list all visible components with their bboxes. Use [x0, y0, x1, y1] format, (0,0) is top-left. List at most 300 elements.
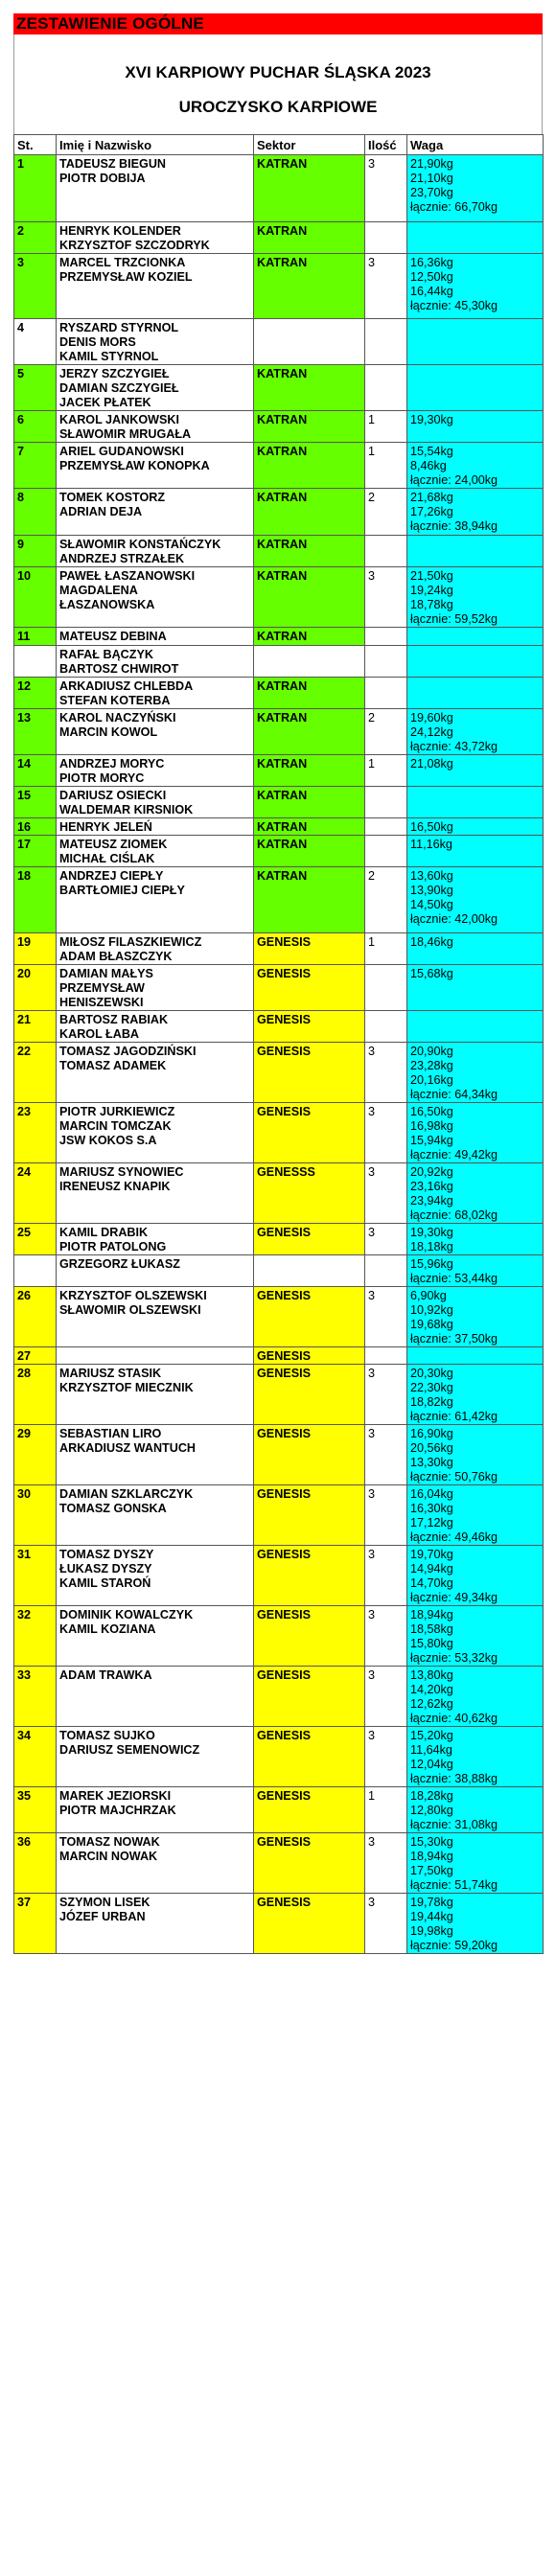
table-row	[14, 787, 544, 818]
fish-weight: 19,30kg	[410, 413, 453, 426]
column-header-sector: Sektor	[254, 135, 365, 155]
position-cell: 6	[14, 411, 57, 443]
weight-cell	[407, 1255, 544, 1287]
position-cell: 3	[14, 254, 57, 319]
fish-weight: 11,64kg	[410, 1743, 452, 1757]
fish-weight: 18,28kg	[410, 1789, 453, 1803]
table-row	[14, 1894, 544, 1954]
weight-cell	[407, 628, 544, 646]
fish-weight: 16,36kg	[410, 256, 453, 269]
count-cell: 3	[365, 1894, 407, 1954]
names-cell	[57, 678, 254, 709]
angler-name: DARIUSZ OSIECKI	[59, 789, 167, 802]
table-row	[14, 1485, 544, 1546]
angler-name: JÓZEF URBAN	[59, 1910, 146, 1923]
weight-cell	[407, 787, 544, 818]
count-cell: 3	[365, 1425, 407, 1485]
count-cell: 1	[365, 755, 407, 787]
fish-weight: 10,92kg	[410, 1303, 453, 1317]
fish-weight: 12,62kg	[410, 1697, 453, 1711]
position-cell: 4	[14, 319, 57, 365]
column-header-position: St.	[14, 135, 57, 155]
sector-cell: GENESSS	[254, 1163, 365, 1224]
weight-cell	[407, 1667, 544, 1727]
sector-cell: KATRAN	[254, 836, 365, 867]
sector-cell: KATRAN	[254, 155, 365, 222]
table-row	[14, 1043, 544, 1103]
fish-weight: 23,28kg	[410, 1059, 453, 1072]
weight-cell	[407, 319, 544, 365]
angler-name: ADAM BŁASZCZYK	[59, 950, 173, 963]
sector-cell: KATRAN	[254, 755, 365, 787]
position-cell: 14	[14, 755, 57, 787]
fish-weight: 11,16kg	[410, 838, 452, 851]
names-cell	[57, 709, 254, 755]
fish-weight: 8,46kg	[410, 459, 447, 472]
total-weight: łącznie: 40,62kg	[410, 1712, 498, 1725]
total-weight: łącznie: 68,02kg	[410, 1208, 498, 1222]
fish-weight: 13,60kg	[410, 869, 453, 883]
angler-name: MAGDALENA	[59, 584, 138, 597]
competition-title: XVI KARPIOWY PUCHAR ŚLĄSKA 2023	[125, 63, 431, 81]
weight-cell	[407, 1606, 544, 1667]
count-cell: 3	[365, 567, 407, 628]
angler-name: IRENEUSZ KNAPIK	[59, 1180, 171, 1193]
table-row	[14, 1787, 544, 1833]
angler-name: TOMASZ SUJKO	[59, 1729, 155, 1742]
count-cell: 3	[365, 1224, 407, 1255]
angler-name: TOMASZ ADAMEK	[59, 1059, 167, 1072]
table-row	[14, 1287, 544, 1347]
sector-cell: GENESIS	[254, 1727, 365, 1787]
total-weight: łącznie: 49,46kg	[410, 1530, 498, 1544]
count-cell	[365, 1011, 407, 1043]
table-row	[14, 628, 544, 646]
fish-weight: 19,44kg	[410, 1910, 453, 1923]
angler-name: SŁAWOMIR KONSTAŃCZYK	[59, 538, 221, 551]
angler-name: MARIUSZ SYNOWIEC	[59, 1165, 184, 1179]
count-cell	[365, 1255, 407, 1287]
names-cell	[57, 1043, 254, 1103]
names-cell	[57, 1787, 254, 1833]
position-cell: 22	[14, 1043, 57, 1103]
fish-weight: 15,94kg	[410, 1134, 453, 1147]
names-cell	[57, 818, 254, 836]
fish-weight: 6,90kg	[410, 1289, 447, 1302]
names-cell	[57, 155, 254, 222]
table-row	[14, 567, 544, 628]
sector-cell: KATRAN	[254, 254, 365, 319]
angler-name: KRZYSZTOF MIECZNIK	[59, 1381, 194, 1394]
angler-name: KAMIL DRABIK	[59, 1226, 149, 1239]
total-weight: łącznie: 49,42kg	[410, 1148, 498, 1162]
names-cell	[57, 787, 254, 818]
table-row	[14, 1255, 544, 1287]
count-cell: 3	[365, 1833, 407, 1894]
total-weight: łącznie: 64,34kg	[410, 1088, 498, 1101]
position-cell: 16	[14, 818, 57, 836]
angler-name: TOMASZ NOWAK	[59, 1835, 160, 1849]
sector-cell: KATRAN	[254, 818, 365, 836]
angler-name: RYSZARD STYRNOL	[59, 321, 179, 334]
sector-cell: GENESIS	[254, 1287, 365, 1347]
fish-weight: 20,56kg	[410, 1441, 453, 1455]
weight-cell	[407, 1224, 544, 1255]
angler-name: MARCIN KOWOL	[59, 725, 158, 739]
fish-weight: 21,68kg	[410, 491, 453, 504]
position-cell: 7	[14, 443, 57, 489]
count-cell: 3	[365, 1727, 407, 1787]
angler-name: DAMIAN MAŁYS	[59, 967, 153, 980]
fish-weight: 13,30kg	[410, 1456, 453, 1469]
fish-weight: 20,92kg	[410, 1165, 453, 1179]
table-row	[14, 222, 544, 254]
table-row	[14, 1224, 544, 1255]
angler-name: MIŁOSZ FILASZKIEWICZ	[59, 935, 202, 949]
angler-name: PRZEMYSŁAW KOZIEL	[59, 270, 193, 284]
fish-weight: 16,50kg	[410, 1105, 453, 1118]
names-cell	[57, 1365, 254, 1425]
angler-name: TOMASZ DYSZY	[59, 1548, 154, 1561]
angler-name: MAREK JEZIORSKI	[59, 1789, 172, 1803]
angler-name: TOMASZ JAGODZIŃSKI	[59, 1045, 197, 1058]
count-cell: 3	[365, 1043, 407, 1103]
names-cell	[57, 755, 254, 787]
total-weight: łącznie: 66,70kg	[410, 200, 498, 214]
position-cell: 21	[14, 1011, 57, 1043]
angler-name: DARIUSZ SEMENOWICZ	[59, 1743, 200, 1757]
count-cell: 2	[365, 489, 407, 536]
table-row	[14, 443, 544, 489]
position-cell: 10	[14, 567, 57, 628]
total-weight: łącznie: 53,32kg	[410, 1651, 498, 1665]
names-cell	[57, 1894, 254, 1954]
count-cell	[365, 319, 407, 365]
position-cell: 37	[14, 1894, 57, 1954]
total-weight: łącznie: 45,30kg	[410, 299, 498, 312]
fish-weight: 14,20kg	[410, 1683, 453, 1696]
position-cell: 20	[14, 965, 57, 1011]
table-row	[14, 411, 544, 443]
weight-cell	[407, 222, 544, 254]
names-cell	[57, 1425, 254, 1485]
count-cell: 3	[365, 1606, 407, 1667]
fish-weight: 15,96kg	[410, 1257, 453, 1271]
table-row	[14, 1011, 544, 1043]
angler-name: MATEUSZ DEBINA	[59, 630, 167, 643]
table-row	[14, 1606, 544, 1667]
count-cell	[365, 836, 407, 867]
column-header-weight: Waga	[407, 135, 544, 155]
table-row	[14, 818, 544, 836]
table-row	[14, 1727, 544, 1787]
table-row	[14, 254, 544, 319]
position-cell: 31	[14, 1546, 57, 1606]
position-cell	[14, 1255, 57, 1287]
angler-name: ŁASZANOWSKA	[59, 598, 155, 611]
fish-weight: 14,70kg	[410, 1576, 453, 1590]
fish-weight: 18,18kg	[410, 1240, 453, 1254]
angler-name: PIOTR MAJCHRZAK	[59, 1804, 176, 1817]
angler-name: ADAM TRAWKA	[59, 1668, 152, 1682]
table-row	[14, 536, 544, 567]
sector-cell: KATRAN	[254, 365, 365, 411]
summary-banner: ZESTAWIENIE OGÓLNE	[13, 13, 543, 34]
total-weight: łącznie: 51,74kg	[410, 1878, 498, 1892]
angler-name: KAMIL STYRNOL	[59, 350, 159, 363]
sector-cell: KATRAN	[254, 536, 365, 567]
sector-cell: GENESIS	[254, 1787, 365, 1833]
fish-weight: 19,78kg	[410, 1896, 453, 1909]
fish-weight: 19,68kg	[410, 1318, 453, 1331]
count-cell	[365, 222, 407, 254]
sector-cell: KATRAN	[254, 678, 365, 709]
sector-cell: GENESIS	[254, 933, 365, 965]
names-cell	[57, 933, 254, 965]
fish-weight: 19,70kg	[410, 1548, 453, 1561]
count-cell: 3	[365, 1546, 407, 1606]
table-row	[14, 933, 544, 965]
position-cell: 2	[14, 222, 57, 254]
total-weight: łącznie: 31,08kg	[410, 1818, 498, 1831]
names-cell	[57, 1347, 254, 1365]
fish-weight: 16,50kg	[410, 820, 453, 834]
angler-name: TADEUSZ BIEGUN	[59, 157, 167, 171]
table-row	[14, 755, 544, 787]
sector-cell: KATRAN	[254, 787, 365, 818]
fish-weight: 19,24kg	[410, 584, 453, 597]
weight-cell	[407, 1365, 544, 1425]
fish-weight: 16,44kg	[410, 285, 453, 298]
fish-weight: 20,30kg	[410, 1367, 453, 1380]
total-weight: łącznie: 37,50kg	[410, 1332, 498, 1346]
angler-name: KAROL ŁABA	[59, 1027, 140, 1041]
weight-cell	[407, 965, 544, 1011]
sector-cell: GENESIS	[254, 1347, 365, 1365]
fish-weight: 21,08kg	[410, 757, 453, 770]
angler-name: KAROL NACZYŃSKI	[59, 711, 176, 724]
angler-name: JACEK PŁATEK	[59, 396, 151, 409]
table-row	[14, 1425, 544, 1485]
weight-cell	[407, 1833, 544, 1894]
weight-cell	[407, 536, 544, 567]
table-header-row	[14, 135, 544, 155]
angler-name: ARKADIUSZ WANTUCH	[59, 1441, 197, 1455]
sector-cell: KATRAN	[254, 628, 365, 646]
fish-weight: 23,70kg	[410, 186, 453, 199]
count-cell: 3	[365, 254, 407, 319]
total-weight: łącznie: 61,42kg	[410, 1410, 498, 1423]
position-cell: 28	[14, 1365, 57, 1425]
count-cell: 1	[365, 411, 407, 443]
names-cell	[57, 1727, 254, 1787]
position-cell: 36	[14, 1833, 57, 1894]
position-cell: 23	[14, 1103, 57, 1163]
names-cell	[57, 1255, 254, 1287]
fish-weight: 17,12kg	[410, 1516, 453, 1530]
table-row	[14, 155, 544, 222]
count-cell: 2	[365, 709, 407, 755]
names-cell	[57, 1103, 254, 1163]
names-cell	[57, 1011, 254, 1043]
fish-weight: 16,98kg	[410, 1119, 453, 1133]
weight-cell	[407, 1347, 544, 1365]
angler-name: WALDEMAR KIRSNIOK	[59, 803, 194, 816]
names-cell	[57, 1163, 254, 1224]
column-header-count: Ilość	[365, 135, 407, 155]
sector-cell: GENESIS	[254, 1606, 365, 1667]
fish-weight: 22,30kg	[410, 1381, 453, 1394]
total-weight: łącznie: 49,34kg	[410, 1591, 498, 1604]
names-cell	[57, 1224, 254, 1255]
fish-weight: 23,16kg	[410, 1180, 453, 1193]
sector-cell	[254, 1255, 365, 1287]
total-weight: łącznie: 59,52kg	[410, 612, 498, 626]
names-cell	[57, 646, 254, 678]
count-cell: 3	[365, 1103, 407, 1163]
angler-name: GRZEGORZ ŁUKASZ	[59, 1257, 180, 1271]
angler-name: PIOTR MORYC	[59, 771, 145, 785]
sector-cell: GENESIS	[254, 1103, 365, 1163]
angler-name: ANDRZEJ STRZAŁEK	[59, 552, 185, 565]
fish-weight: 16,04kg	[410, 1487, 453, 1501]
count-cell: 3	[365, 1667, 407, 1727]
weight-cell	[407, 1485, 544, 1546]
angler-name: MARIUSZ STASIK	[59, 1367, 162, 1380]
names-cell	[57, 319, 254, 365]
fish-weight: 14,94kg	[410, 1562, 453, 1576]
position-cell: 8	[14, 489, 57, 536]
angler-name: PIOTR DOBIJA	[59, 172, 146, 185]
sector-cell: GENESIS	[254, 1833, 365, 1894]
sector-cell: GENESIS	[254, 1425, 365, 1485]
count-cell	[365, 787, 407, 818]
fish-weight: 19,30kg	[410, 1226, 453, 1239]
table-row	[14, 867, 544, 933]
weight-cell	[407, 1727, 544, 1787]
table-row	[14, 1365, 544, 1425]
fish-weight: 14,50kg	[410, 898, 453, 911]
angler-name: BARTŁOMIEJ CIEPŁY	[59, 884, 185, 897]
angler-name: BARTOSZ CHWIROT	[59, 662, 179, 676]
count-cell	[365, 965, 407, 1011]
names-cell	[57, 536, 254, 567]
angler-name: ADRIAN DEJA	[59, 505, 143, 518]
weight-cell	[407, 1787, 544, 1833]
fish-weight: 15,20kg	[410, 1729, 453, 1742]
table-row	[14, 678, 544, 709]
sector-cell: GENESIS	[254, 1546, 365, 1606]
angler-name: KRZYSZTOF OLSZEWSKI	[59, 1289, 207, 1302]
weight-cell	[407, 489, 544, 536]
sector-cell: KATRAN	[254, 567, 365, 628]
position-cell: 25	[14, 1224, 57, 1255]
names-cell	[57, 1606, 254, 1667]
fish-weight: 12,04kg	[410, 1758, 453, 1771]
results-table	[13, 134, 544, 1954]
total-weight: łącznie: 50,76kg	[410, 1470, 498, 1484]
names-cell	[57, 489, 254, 536]
names-cell	[57, 867, 254, 933]
names-cell	[57, 1485, 254, 1546]
sector-cell: KATRAN	[254, 411, 365, 443]
position-cell: 15	[14, 787, 57, 818]
angler-name: BARTOSZ RABIAK	[59, 1013, 169, 1026]
fish-weight: 15,68kg	[410, 967, 453, 980]
total-weight: łącznie: 24,00kg	[410, 473, 498, 487]
table-row	[14, 365, 544, 411]
angler-name: PAWEŁ ŁASZANOWSKI	[59, 569, 196, 583]
position-cell: 29	[14, 1425, 57, 1485]
fish-weight: 19,60kg	[410, 711, 453, 724]
table-row	[14, 1347, 544, 1365]
weight-cell	[407, 1011, 544, 1043]
weight-cell	[407, 411, 544, 443]
table-row	[14, 836, 544, 867]
title-block	[13, 34, 543, 134]
count-cell	[365, 1347, 407, 1365]
fish-weight: 15,30kg	[410, 1835, 453, 1849]
fish-weight: 15,80kg	[410, 1637, 453, 1650]
position-cell: 1	[14, 155, 57, 222]
weight-cell	[407, 155, 544, 222]
count-cell	[365, 365, 407, 411]
venue-title: UROCZYSKO KARPIOWE	[178, 98, 378, 116]
fish-weight: 13,90kg	[410, 884, 453, 897]
sector-cell: GENESIS	[254, 1667, 365, 1727]
weight-cell	[407, 1546, 544, 1606]
angler-name: MARCEL TRZCIONKA	[59, 256, 186, 269]
count-cell: 2	[365, 867, 407, 933]
table-row	[14, 1546, 544, 1606]
fish-weight: 15,54kg	[410, 445, 453, 458]
position-cell: 30	[14, 1485, 57, 1546]
weight-cell	[407, 443, 544, 489]
names-cell	[57, 628, 254, 646]
position-cell: 9	[14, 536, 57, 567]
position-cell: 27	[14, 1347, 57, 1365]
angler-name: JSW KOKOS S.A	[59, 1134, 157, 1147]
sector-cell: KATRAN	[254, 709, 365, 755]
names-cell	[57, 1833, 254, 1894]
angler-name: TOMEK KOSTORZ	[59, 491, 166, 504]
position-cell: 35	[14, 1787, 57, 1833]
angler-name: ANDRZEJ CIEPŁY	[59, 869, 164, 883]
table-row	[14, 1163, 544, 1224]
angler-name: MATEUSZ ZIOMEK	[59, 838, 168, 851]
fish-weight: 18,94kg	[410, 1608, 453, 1622]
sector-cell: GENESIS	[254, 1365, 365, 1425]
table-row	[14, 646, 544, 678]
total-weight: łącznie: 42,00kg	[410, 912, 498, 926]
weight-cell	[407, 818, 544, 836]
fish-weight: 13,80kg	[410, 1668, 453, 1682]
angler-name: PRZEMYSŁAW	[59, 981, 145, 995]
position-cell: 32	[14, 1606, 57, 1667]
angler-name: PIOTR JURKIEWICZ	[59, 1105, 175, 1118]
angler-name: DAMIAN SZCZYGIEŁ	[59, 381, 179, 395]
angler-name: KAROL JANKOWSKI	[59, 413, 180, 426]
angler-name: JERZY SZCZYGIEŁ	[59, 367, 170, 380]
total-weight: łącznie: 38,94kg	[410, 519, 498, 533]
angler-name: RAFAŁ BĄCZYK	[59, 648, 153, 661]
sector-cell: KATRAN	[254, 867, 365, 933]
table-row	[14, 965, 544, 1011]
count-cell: 3	[365, 1365, 407, 1425]
weight-cell	[407, 567, 544, 628]
fish-weight: 16,90kg	[410, 1427, 453, 1440]
angler-name: KRZYSZTOF SZCZODRYK	[59, 239, 210, 252]
